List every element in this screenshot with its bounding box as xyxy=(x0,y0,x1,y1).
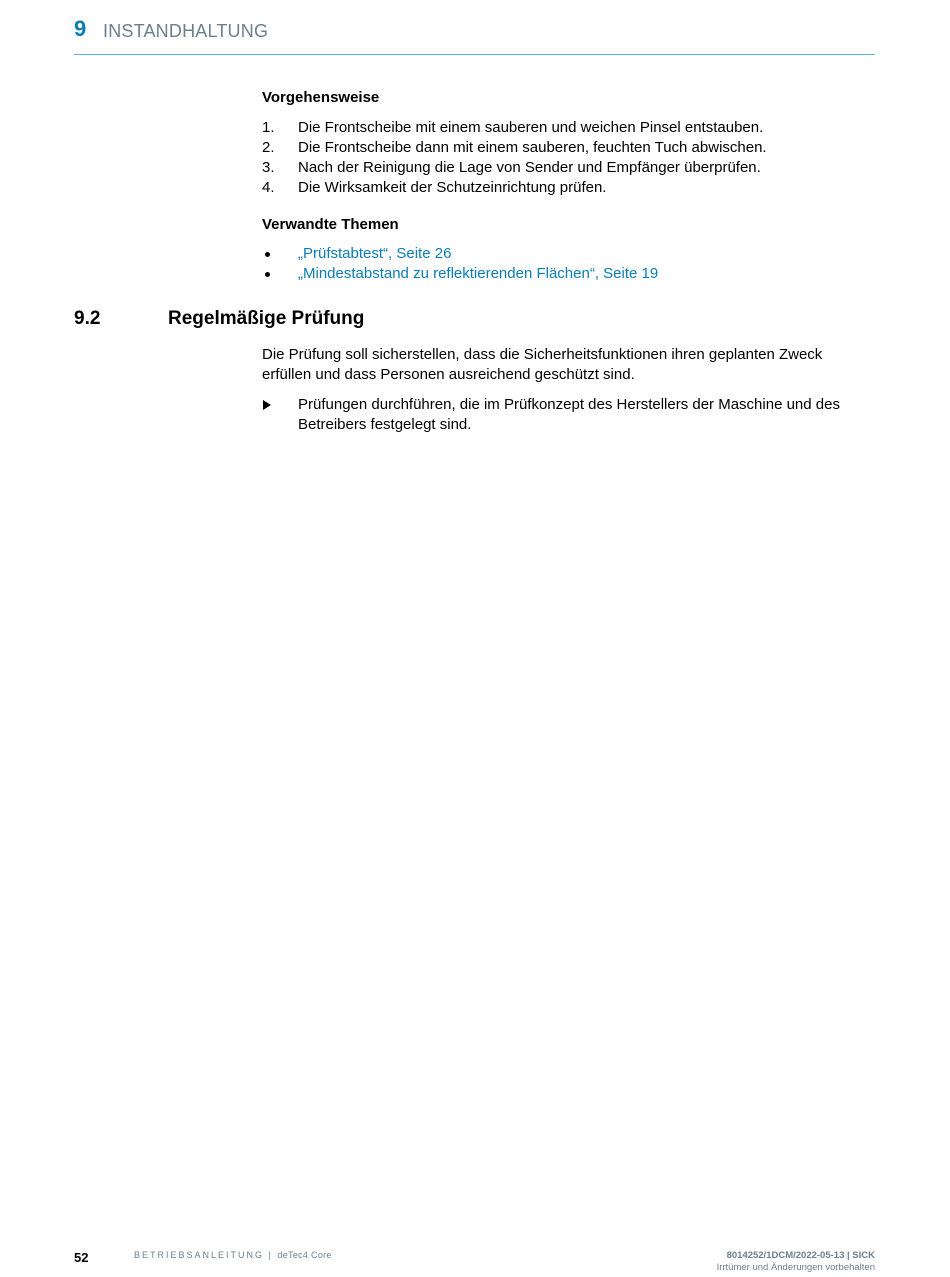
chapter-title: INSTANDHALTUNG xyxy=(103,21,269,41)
procedure-step xyxy=(262,138,874,158)
related-link-item xyxy=(262,264,874,284)
link-mindestabstand[interactable]: „Mindestabstand zu reflektierenden Flächen“, Seite 19 xyxy=(298,265,659,282)
chapter-number: 9 xyxy=(74,16,87,41)
step-text: Die Frontscheibe dann mit einem sauberen, feuchten Tuch abwischen. xyxy=(298,139,767,156)
step-number: 3. xyxy=(262,159,275,176)
document-type: BETRIEBSANLEITUNG xyxy=(134,1250,265,1260)
page-number: 52 xyxy=(74,1250,89,1265)
procedure-step xyxy=(262,178,874,198)
section-number: 9.2 xyxy=(74,308,101,329)
step-text: Nach der Reinigung die Lage von Sender und Empfänger überprüfen. xyxy=(298,159,761,176)
procedure-step xyxy=(262,118,874,138)
procedure-step xyxy=(262,158,874,178)
page-header xyxy=(74,16,875,55)
step-number: 4. xyxy=(262,179,275,196)
section-body xyxy=(262,345,874,435)
step-number: 2. xyxy=(262,139,275,156)
procedure-steps xyxy=(262,118,874,198)
footer-document-title xyxy=(134,1250,332,1260)
footer-info xyxy=(717,1250,875,1274)
instruction-list xyxy=(262,395,874,435)
product-name: deTec4 Core xyxy=(277,1250,332,1260)
footer-separator: | xyxy=(268,1250,273,1260)
instruction-item xyxy=(262,395,874,435)
related-links xyxy=(262,244,874,284)
procedure-heading: Vorgehensweise xyxy=(262,89,380,106)
section-title: Regelmäßige Prüfung xyxy=(168,308,365,329)
related-topics xyxy=(262,215,874,284)
related-heading: Verwandte Themen xyxy=(262,216,399,233)
instruction-text: Prüfungen durchführen, die im Prüfkonzept des Herstellers der Maschine und des Betreibers festgelegt sind. xyxy=(298,396,840,433)
step-number: 1. xyxy=(262,119,275,136)
procedure-block xyxy=(262,88,874,198)
footer-disclaimer: Irrtümer und Änderungen vorbehalten xyxy=(716,1262,875,1273)
document-id: 8014252/1DCM/2022-05-13 | SICK xyxy=(726,1250,875,1261)
bullet-icon xyxy=(265,252,270,257)
link-pruefstabtest[interactable]: „Prüfstabtest“, Seite 26 xyxy=(298,245,452,262)
related-link-item xyxy=(262,244,874,264)
bullet-icon xyxy=(265,272,270,277)
step-text: Die Wirksamkeit der Schutzeinrichtung prüfen. xyxy=(298,179,607,196)
section-paragraph: Die Prüfung soll sicherstellen, dass die Sicherheitsfunktionen ihren geplanten Zweck erfüllen und dass Personen ausreichend geschützt sind. xyxy=(262,346,823,383)
triangle-right-icon xyxy=(263,400,271,410)
step-text: Die Frontscheibe mit einem sauberen und weichen Pinsel entstauben. xyxy=(298,119,764,136)
